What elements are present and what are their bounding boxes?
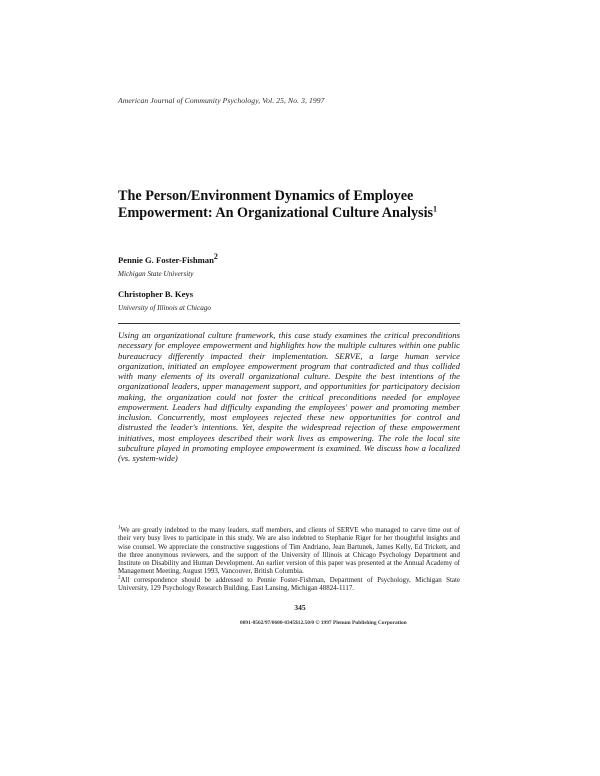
author-name (118, 289, 211, 299)
author-name-text: Christopher B. Keys (118, 289, 194, 299)
footnote-1 (118, 526, 460, 576)
journal-citation: American Journal of Community Psychology, Vol. 25, No. 3, 1997 (118, 96, 325, 105)
title-footnote-mark: 1 (433, 203, 438, 213)
footnote-mark: 2 (118, 575, 121, 581)
footnotes (118, 526, 460, 592)
footnote-text: All correspondence should be addressed to Pennie Foster-Fishman, Department of Psychology, Michigan State University, 129 Psychology Research Building, East Lansing, Michigan 48824-1117. (118, 575, 460, 593)
copyright-line: 0091-0562/97/0600-0345$12.50/0 © 1997 Plenum Publishing Corporation (240, 620, 407, 626)
article-title (118, 188, 438, 221)
author-block-2 (118, 289, 211, 312)
footnote-2 (118, 576, 460, 593)
page-number: 345 (294, 603, 306, 612)
author-affiliation: University of Illinois at Chicago (118, 304, 212, 312)
footnote-mark: 1 (118, 525, 121, 531)
author-name (118, 252, 218, 265)
footnote-text: We are greatly indebted to the many leaders, staff members, and clients of SERVE who managed to carve time out of their very busy lives to participate in this study. We are also indebted to Stephanie Riger for her thoughtful insights and wise counsel. We appreciate the constructive suggestions of Tim Andriano, Jean Bartunek, James Kelly, Ed Trickett, and the three anonymous reviewers, and the support of the University of Illinois at Chicago Psychology Department and Institute on Disability and Human Development. An earlier version of this paper was presented at the Annual Academy of Management Meeting, August 1993, Vancouver, British Columbia. (118, 526, 460, 576)
author-name-text: Pennie G. Foster-Fishman (118, 255, 214, 265)
author-block-1 (118, 252, 218, 278)
abstract: Using an organizational culture framework, this case study examines the critical preconditions necessary for employee empowerment and highlights how the multiple cultures within one public bureaucracy differently impacted their implementation. SERVE, a large human service organization, initiated an employee empowerment program that contradicted and thus collided with many elements of its overall organizational culture. Despite the best intentions of the organizational leaders, upper management support, and opportunities for participatory decision making, the organization could not foster the critical preconditions needed for employee empowerment. Leaders had difficulty expanding the employees' power and promoting member inclusion. Concurrently, most employees rejected these new opportunities for control and distrusted the leader's intentions. Yet, despite the widespread rejection of these empowerment initiatives, most employees described their work lives as empowering. The role the local site subculture played in promoting employee empowerment is examined. We discuss how a localized (vs. system-wide) (118, 323, 460, 463)
article-title-text: The Person/Environment Dynamics of Employee Empowerment: An Organizational Culture Analysis (118, 188, 434, 221)
author-footnote-mark: 2 (213, 252, 218, 262)
author-affiliation: Michigan State University (118, 270, 194, 278)
